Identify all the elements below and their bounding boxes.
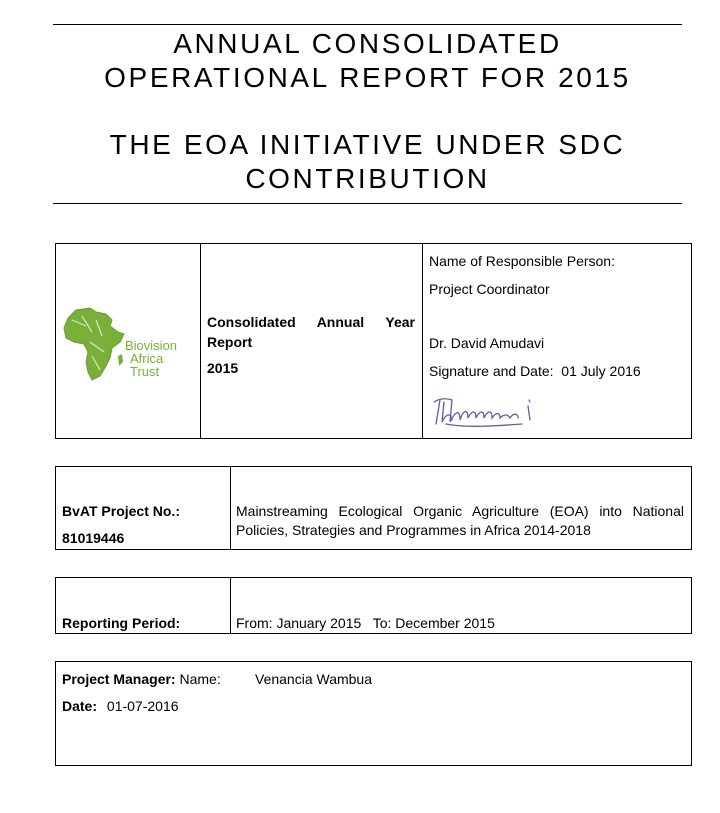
title-line-1: ANNUAL CONSOLIDATED — [173, 28, 562, 59]
signature-image — [426, 390, 556, 430]
date-value: 01-07-2016 — [106, 698, 179, 714]
project-description: Mainstreaming Ecological Organic Agriculture (EOA) into National Policies, Strategies and Programmes in Africa 2014-2018 — [236, 503, 684, 538]
project-number-table — [55, 466, 692, 550]
report-year: 2015 — [207, 360, 239, 376]
date-label: Date: — [62, 698, 98, 714]
logo-text-1: Biovision — [125, 338, 178, 353]
project-manager-date-row — [62, 697, 179, 715]
title-line-4: CONTRIBUTION — [245, 163, 490, 194]
cover-table — [55, 243, 692, 439]
project-manager-row — [62, 670, 221, 688]
logo-text-2: Africa — [130, 351, 164, 366]
africa-map-icon — [62, 306, 126, 384]
reporting-period-table — [55, 577, 692, 634]
project-manager-name: Venancia Wambua — [255, 671, 372, 687]
signature-date: Signature and Date: 01 July 2016 — [429, 363, 641, 379]
responsible-name: Dr. David Amudavi — [429, 335, 545, 351]
reporting-period-label: Reporting Period: — [62, 615, 181, 631]
title-line-3: THE EOA INITIATIVE UNDER SDC — [109, 129, 626, 160]
logo-text-3: Trust — [130, 364, 160, 379]
project-number-value: 81019446 — [62, 530, 125, 546]
project-manager-name-label: Name: — [179, 671, 221, 687]
reporting-period-value: From: January 2015 To: December 2015 — [236, 615, 495, 631]
biovision-logo — [62, 306, 194, 386]
top-rule — [53, 24, 682, 25]
title-line-2: OPERATIONAL REPORT FOR 2015 — [104, 62, 631, 93]
responsible-role: Project Coordinator — [429, 281, 550, 297]
project-number-label: BvAT Project No.: — [62, 503, 180, 519]
project-manager-table — [55, 661, 692, 766]
report-title: Consolidated Annual Year Report — [207, 314, 415, 350]
responsible-person-label: Name of Responsible Person: — [429, 253, 615, 269]
project-manager-label: Project Manager: — [62, 671, 176, 687]
title-bottom-rule — [53, 203, 682, 204]
